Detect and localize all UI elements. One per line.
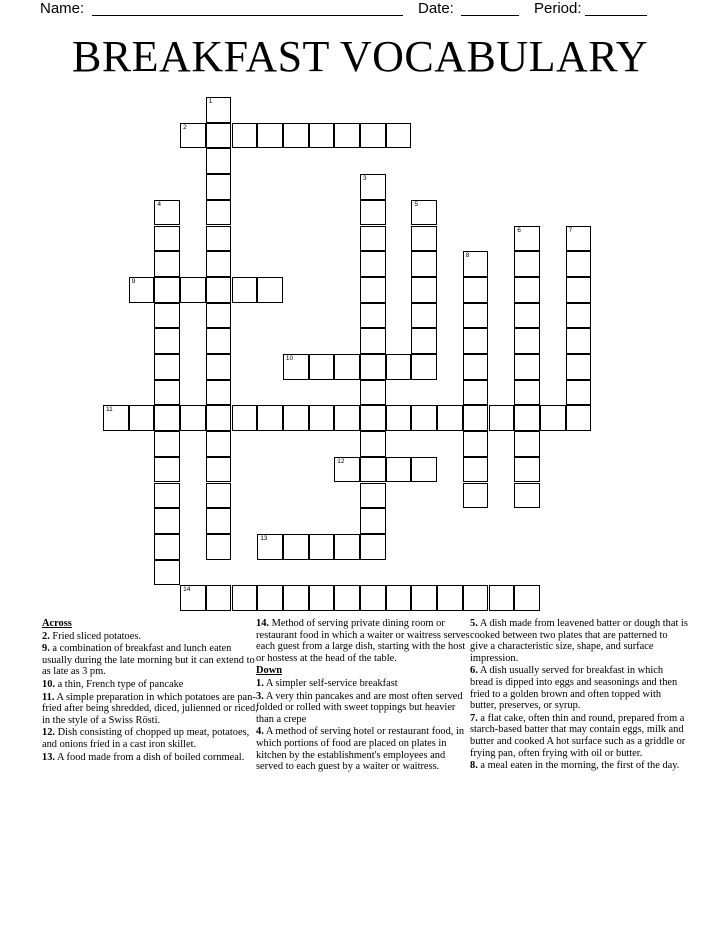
- grid-cell[interactable]: [206, 354, 232, 380]
- grid-cell[interactable]: [154, 277, 180, 303]
- clue-number-label: 9.: [42, 643, 50, 655]
- grid-cell[interactable]: [386, 405, 412, 431]
- grid-cell[interactable]: [566, 354, 592, 380]
- clue-text: A food made from a dish of boiled cornmeal.: [55, 751, 245, 763]
- clue-number-label: 7.: [470, 712, 478, 724]
- clue-number: 11: [106, 406, 113, 414]
- grid-cell[interactable]: [463, 405, 489, 431]
- clue-text: a flat cake, often thin and round, prepared from a starch-based batter that may contain eggs, milk and butter and cooked A hot surface such as a griddle or frying pan, often frying with oil or butter.: [470, 712, 686, 759]
- clue-text: A simpler self-service breakfast: [263, 677, 398, 689]
- grid-cell[interactable]: [206, 508, 232, 534]
- grid-cell[interactable]: [411, 328, 437, 354]
- period-label: Period:: [534, 0, 582, 17]
- grid-cell[interactable]: [206, 277, 232, 303]
- down-clue: [470, 713, 688, 759]
- clue-text: A very thin pancakes and are most often served folded or rolled with sweet toppings but heavier than a crepe: [256, 690, 463, 725]
- grid-cell[interactable]: [360, 123, 386, 149]
- grid-cell[interactable]: [411, 200, 437, 226]
- grid-cell[interactable]: [283, 123, 309, 149]
- grid-cell[interactable]: [154, 328, 180, 354]
- grid-cell[interactable]: [411, 457, 437, 483]
- clue-number: 4: [157, 200, 162, 208]
- grid-cell[interactable]: [463, 483, 489, 509]
- grid-cell[interactable]: [206, 251, 232, 277]
- grid-cell[interactable]: [360, 354, 386, 380]
- clue-text: Dish consisting of chopped up meat, potatoes, and onions fried in a cast iron skillet.: [42, 727, 250, 750]
- clue-number-label: 12.: [42, 727, 55, 739]
- clues-column-left: [42, 618, 260, 764]
- clue-number-label: 10.: [42, 678, 55, 690]
- clue-number: 2: [183, 123, 187, 131]
- down-clue: [256, 691, 474, 726]
- clue-number: 3: [363, 175, 367, 183]
- grid-cell[interactable]: [411, 277, 437, 303]
- clue-number-label: 1.: [256, 677, 264, 689]
- grid-cell[interactable]: [206, 585, 232, 611]
- across-clue: [42, 643, 260, 678]
- grid-cell[interactable]: [129, 405, 155, 431]
- grid-cell[interactable]: [334, 354, 360, 380]
- grid-cell[interactable]: [540, 405, 566, 431]
- grid-cell[interactable]: [566, 226, 592, 252]
- clue-number-label: 5.: [470, 618, 478, 629]
- grid-cell[interactable]: [206, 226, 232, 252]
- down-clue: [470, 618, 688, 664]
- grid-cell[interactable]: [232, 585, 258, 611]
- clue-number: 7: [568, 226, 573, 234]
- clue-number: 14: [183, 586, 191, 594]
- grid-cell[interactable]: [514, 483, 540, 509]
- grid-cell[interactable]: [180, 405, 206, 431]
- clue-number-label: 13.: [42, 751, 55, 763]
- name-label: Name:: [40, 0, 85, 17]
- grid-cell[interactable]: [411, 226, 437, 252]
- clue-number-label: 8.: [470, 760, 478, 772]
- clue-number-label: 3.: [256, 690, 264, 702]
- grid-cell[interactable]: [463, 380, 489, 406]
- clues-column-right: [470, 618, 688, 773]
- grid-cell[interactable]: [463, 251, 489, 277]
- grid-cell[interactable]: [232, 277, 258, 303]
- grid-cell[interactable]: [360, 534, 386, 560]
- down-clue: [256, 726, 474, 772]
- grid-cell[interactable]: [154, 380, 180, 406]
- clue-number: 8: [465, 252, 470, 260]
- grid-cell[interactable]: [154, 303, 180, 329]
- grid-cell[interactable]: [309, 534, 335, 560]
- grid-cell[interactable]: [463, 328, 489, 354]
- grid-cell[interactable]: [334, 123, 360, 149]
- grid-cell[interactable]: [206, 123, 232, 149]
- grid-cell[interactable]: [514, 457, 540, 483]
- grid-cell[interactable]: [360, 585, 386, 611]
- grid-cell[interactable]: [180, 277, 206, 303]
- grid-cell[interactable]: [206, 148, 232, 174]
- grid-cell[interactable]: [411, 405, 437, 431]
- across-clue: [42, 752, 260, 764]
- grid-cell[interactable]: [514, 277, 540, 303]
- grid-cell[interactable]: [514, 354, 540, 380]
- grid-cell[interactable]: [360, 431, 386, 457]
- grid-cell[interactable]: [437, 585, 463, 611]
- clue-number: 1: [208, 98, 213, 105]
- grid-cell[interactable]: [232, 123, 258, 149]
- grid-cell[interactable]: [206, 534, 232, 560]
- grid-cell[interactable]: [463, 303, 489, 329]
- across-heading: Across: [42, 618, 72, 629]
- grid-cell[interactable]: [257, 405, 283, 431]
- grid-cell[interactable]: [257, 277, 283, 303]
- grid-cell[interactable]: [206, 174, 232, 200]
- grid-cell[interactable]: [411, 251, 437, 277]
- grid-cell[interactable]: [463, 457, 489, 483]
- grid-cell[interactable]: [154, 226, 180, 252]
- grid-cell[interactable]: [232, 405, 258, 431]
- clue-text: Method of serving private dining room or restaurant food in which a waiter or waitress serves each guest from a large dish, starting with the host or hostess at the head of the table.: [256, 618, 470, 664]
- clues-column-middle: [256, 618, 474, 774]
- grid-cell[interactable]: [566, 303, 592, 329]
- clue-number: 9: [131, 277, 136, 285]
- grid-cell[interactable]: [411, 303, 437, 329]
- clue-number-label: 2.: [42, 630, 50, 642]
- clue-number-label: 6.: [470, 665, 478, 677]
- grid-cell[interactable]: [206, 303, 232, 329]
- down-clue: [256, 678, 474, 690]
- grid-cell[interactable]: [360, 380, 386, 406]
- clue-number: 10: [285, 355, 294, 362]
- grid-cell[interactable]: [283, 354, 309, 380]
- across-clue: [42, 679, 260, 691]
- grid-cell[interactable]: [566, 328, 592, 354]
- grid-cell[interactable]: [463, 277, 489, 303]
- grid-cell[interactable]: [154, 508, 180, 534]
- grid-cell[interactable]: [154, 405, 180, 431]
- clue-number: 13: [260, 534, 268, 542]
- grid-cell[interactable]: [360, 303, 386, 329]
- clue-number: 6: [517, 226, 521, 234]
- grid-cell[interactable]: [360, 251, 386, 277]
- grid-cell[interactable]: [566, 251, 592, 277]
- grid-cell[interactable]: [514, 328, 540, 354]
- grid-cell[interactable]: [463, 431, 489, 457]
- grid-cell[interactable]: [257, 123, 283, 149]
- grid-cell[interactable]: [257, 534, 283, 560]
- grid-cell[interactable]: [360, 328, 386, 354]
- clue-text: A method of serving hotel or restaurant food, in which portions of food are placed on plates in kitchen by the establishment's employees and served to each guest by a waiter or waitress.: [256, 726, 465, 773]
- clue-text: A dish made from leavened batter or dough that is cooked between two plates that are patterned to give a characteristic size, shape, and surface impression.: [470, 618, 688, 664]
- grid-cell[interactable]: [514, 226, 540, 252]
- grid-cell[interactable]: [154, 534, 180, 560]
- grid-cell[interactable]: [360, 405, 386, 431]
- clue-text: a thin, French type of pancake: [55, 678, 184, 690]
- grid-cell[interactable]: [514, 405, 540, 431]
- grid-cell[interactable]: [129, 277, 155, 303]
- grid-cell[interactable]: [334, 457, 360, 483]
- grid-cell[interactable]: [206, 380, 232, 406]
- grid-cell[interactable]: [360, 174, 386, 200]
- grid-cell[interactable]: [489, 405, 515, 431]
- grid-cell[interactable]: [154, 560, 180, 586]
- grid-cell[interactable]: [514, 303, 540, 329]
- grid-cell[interactable]: [206, 431, 232, 457]
- grid-cell[interactable]: [489, 585, 515, 611]
- page-title: BREAKFAST VOCABULARY: [71, 32, 648, 81]
- grid-cell[interactable]: [180, 123, 206, 149]
- grid-cell[interactable]: [360, 226, 386, 252]
- grid-cell[interactable]: [283, 405, 309, 431]
- grid-cell[interactable]: [206, 97, 232, 123]
- grid-cell[interactable]: [154, 251, 180, 277]
- grid-cell[interactable]: [411, 585, 437, 611]
- grid-cell[interactable]: [514, 585, 540, 611]
- grid-cell[interactable]: [386, 123, 412, 149]
- grid-cell[interactable]: [514, 431, 540, 457]
- clue-number-label: 11.: [42, 691, 55, 703]
- across-clue: [42, 692, 260, 727]
- grid-cell[interactable]: [154, 431, 180, 457]
- down-heading: Down: [256, 665, 282, 677]
- clue-text: a meal eaten in the morning, the first of the day.: [477, 760, 680, 772]
- grid-cell[interactable]: [309, 123, 335, 149]
- grid-cell[interactable]: [566, 405, 592, 431]
- grid-cell[interactable]: [514, 380, 540, 406]
- across-clue: [42, 727, 260, 750]
- down-clue: [470, 665, 688, 711]
- grid-cell[interactable]: [411, 354, 437, 380]
- grid-cell[interactable]: [334, 405, 360, 431]
- down-clue: [470, 760, 688, 772]
- grid-cell[interactable]: [514, 251, 540, 277]
- grid-cell[interactable]: [309, 354, 335, 380]
- grid-cell[interactable]: [360, 457, 386, 483]
- grid-cell[interactable]: [566, 380, 592, 406]
- grid-cell[interactable]: [334, 585, 360, 611]
- grid-cell[interactable]: [386, 585, 412, 611]
- grid-cell[interactable]: [566, 277, 592, 303]
- clue-number: 5: [414, 200, 419, 208]
- grid-cell[interactable]: [386, 457, 412, 483]
- grid-cell[interactable]: [154, 200, 180, 226]
- grid-cell[interactable]: [360, 483, 386, 509]
- grid-cell[interactable]: [206, 405, 232, 431]
- clue-text: A simple preparation in which potatoes are pan-fried after being shredded, diced, julienned or riced, in the style of a Swiss Rösti.: [42, 691, 258, 726]
- grid-cell[interactable]: [206, 483, 232, 509]
- grid-cell[interactable]: [334, 534, 360, 560]
- grid-cell[interactable]: [360, 277, 386, 303]
- grid-cell[interactable]: [154, 457, 180, 483]
- across-clue: [256, 618, 474, 664]
- grid-cell[interactable]: [206, 457, 232, 483]
- grid-cell[interactable]: [463, 585, 489, 611]
- grid-cell[interactable]: [154, 354, 180, 380]
- grid-cell[interactable]: [283, 585, 309, 611]
- grid-cell[interactable]: [206, 200, 232, 226]
- clue-text: a combination of breakfast and lunch eaten usually during the late morning but it can extend to as late as 3 pm.: [42, 643, 255, 678]
- grid-cell[interactable]: [437, 405, 463, 431]
- grid-cell[interactable]: [360, 508, 386, 534]
- grid-cell[interactable]: [283, 534, 309, 560]
- grid-cell[interactable]: [386, 354, 412, 380]
- clue-number-label: 14.: [256, 618, 269, 629]
- grid-cell[interactable]: [257, 585, 283, 611]
- date-label: Date:: [418, 0, 454, 17]
- grid-cell[interactable]: [206, 328, 232, 354]
- across-clue: [42, 631, 260, 643]
- clue-text: A dish usually served for breakfast in which bread is dipped into eggs and seasonings and then fried to a golden brown and often topped with butter, preserves, or syrup.: [470, 665, 678, 712]
- grid-cell[interactable]: [463, 354, 489, 380]
- grid-cell[interactable]: [309, 405, 335, 431]
- clue-number: 12: [337, 457, 345, 465]
- clue-number-label: 4.: [256, 726, 264, 738]
- grid-cell[interactable]: [103, 405, 129, 431]
- grid-cell[interactable]: [309, 585, 335, 611]
- grid-cell[interactable]: [360, 200, 386, 226]
- grid-cell[interactable]: [180, 585, 206, 611]
- grid-cell[interactable]: [154, 483, 180, 509]
- clue-text: Fried sliced potatoes.: [49, 630, 141, 642]
